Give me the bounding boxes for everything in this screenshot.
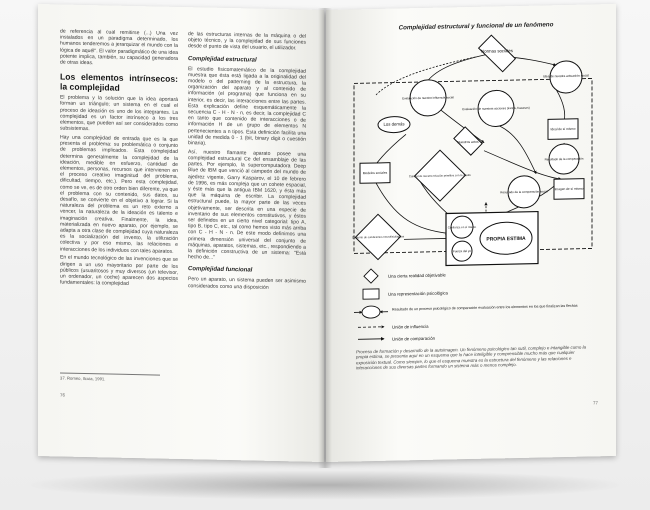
subheading-structural: Complejidad estructural	[188, 55, 257, 64]
intro-paragraph: de referencia al cual remitirse (...) Una vez instalados en un paradigma determinado, los humanos tenderemos a jerarquizar el mundo con la lógica de aquél". El valor paradigmático de una idea potente implica, también, su capacidad generadora de otras ideas.	[60, 28, 178, 67]
paragraph-functional: Pero un aparato, un sistema pueden ser asimismo considerados como una disposición	[188, 276, 306, 291]
legend-item-2: Una representación psicológica	[388, 290, 448, 297]
node-idea-label: Idea de nuestra actuación social	[543, 73, 589, 79]
node-ideal-label: Ideal de sí mismo	[550, 126, 576, 132]
page-number-right: 77	[592, 400, 598, 406]
node-nuestros-actos-label: Nuestros actos	[457, 139, 479, 145]
paragraph-0: de las estructuras internas de la máquina o del objeto técnico, y la complejidad de sus funciones desde el punto de vista del usuario, el utilizador.	[188, 31, 306, 52]
node-los-demas-label: Los demás	[383, 121, 405, 127]
legend-influence-line	[358, 327, 384, 328]
legend-item-3: Resultado de un proceso psicológico de comparación evaluación entre los elementos en los que finalizan las flechas	[392, 303, 578, 312]
subheading-functional: Complejidad funcional	[188, 266, 253, 274]
node-evaluacion-acciones-label: Evaluación de nuestras acciones (éxitos, fracasos)	[462, 105, 530, 112]
self-esteem-diagram	[336, 30, 608, 348]
node-propia-estima-label: PROPIA ESTIMA	[486, 235, 526, 243]
right-page	[326, 4, 616, 462]
section-heading: Los elementos intrínsecos: la complejidad	[60, 71, 178, 93]
figure-caption: Proceso de formación y desarrollo de la autoimagen. Un fenómeno psicológico tan sutil, complejo e intangible como la propia estima, se presenta aquí en un esquema que lo hace inteligible y comprensible mucho más que cualquier exposición textual. Como siempre, lo que el esquema muestra es la estructura del fenómeno y las relaciones e interacciones de sus diversas partes formando un sistema más o menos complejo.	[356, 344, 586, 371]
paragraph-structural-2: Así, nuestro flamante aparato posee una complejidad estructural Ce del ensamblaje de las partes. Por ejemplo, la supercomputadora Deep Blue de IBM que venció al campeón del mundo de ajedrez vigente, Garry Kasparov, el 10 de febrero de 1996, es más compleja que un cohete espacial, y éste más que la antigua IBM 1620, y ésta más que la máquina de escribir. La complejidad estructural puede, la mayor parte de las veces objetivamente, ser descrita en una especie de inventario de sus elementos constitutivos, y éstos ser definidos en un cierto nivel categorial: tipo A, tipo B, tipo C, etc., tal como hemos visto más arriba con C - H - N - n. De este modo definimos una primera dimensión universal del conjunto de máquinas, aparatos, sistemas, etc., respondiendo a la definición constructiva de un sistema: "Está hecho de..."	[188, 148, 306, 261]
node-modelos-label: Modelos sociales	[362, 170, 388, 176]
node-evaluacion-influencia-label: Evaluación de nuestra influencia social	[402, 95, 454, 101]
page-number-left: 76	[60, 392, 66, 398]
legend-comparison-line	[358, 339, 384, 340]
left-page	[38, 4, 324, 462]
legend-item-1: Una cierta realidad objetivable	[388, 272, 446, 279]
node-fuerza-label: Fuerza del yo	[452, 248, 472, 254]
paragraph-3: En el mundo tecnológico de las invenciones que se dirigen a un uso mayoritario por parte de los públicos (usuaritosos y muy diversos (un televisor, un ordenador, un coche) aparecen dos aspectos fundamentales: la complejidad	[60, 254, 178, 288]
legend	[354, 265, 578, 343]
node-imagen-label: Imagen de sí mismo	[554, 186, 584, 192]
figure-title: Complejidad estructural y funcional de un fenómeno	[398, 21, 554, 32]
node-confianza-label: Confianza en sí mismo	[447, 224, 477, 230]
legend-item-5: Unión de comparación	[392, 335, 435, 342]
paragraph-structural-1: El estudio fisicomatemático de la complejidad muestra que ésta está ligada a la originalidad del modelo o del patterning de la estructura, la organización del aparato y al contenido de información (el programa) que funciona en su interior, es decir, las interacciones entre las partes. Esta explicación define esquemáticamente la secuencia C - H - N - n, es decir, la complejidad C en tanto que contenido de interacciones o de información H de un grupo de elementos N pertenecientes a n tipos. Esta definición facilita una unidad de medida 0 - 1 (bit, binary digit o cuestión binaria).	[188, 65, 306, 147]
legend-rect	[363, 289, 379, 299]
left-column-a	[60, 28, 178, 290]
legend-diamond	[364, 269, 378, 283]
node-resultado-comparacion-label: Resultado de la comparación	[544, 156, 584, 162]
legend-item-4: Unión de influencia	[392, 323, 429, 330]
legend-ellipse	[362, 306, 380, 318]
paragraph-1: El problema y la solución que la idea aportará forman un triángulo; un sistema en el cual el proceso de ideación es uno de los integrantes. La complejidad es un factor intrínseco a los tres elementos, que pueden así ser considerados como subsistemas.	[60, 94, 178, 133]
svg-text:Normas sociales: Normas sociales	[481, 48, 513, 54]
node-calidad-label: Calidad de nuestra relación primitiva con la madre	[408, 172, 472, 179]
node-conjunto-label: Conjunto de condiciones neurofisiológicas	[351, 234, 405, 240]
book-gutter	[318, 8, 332, 468]
book-shadow	[20, 470, 630, 500]
left-column-b	[188, 31, 306, 294]
paragraph-2: Hay una complejidad de entrada que es la que presenta el problema: su problemática o conjunto de problemas implicados. Esta complejidad determina generalmente la complejidad de la ideación, medible en esfuerzo, cantidad de elementos, personas, recursos que intervienen en el proceso creativo imaginitud del problema, dificultad, tiempo, etc.). Pero esta complejidad, como se ve, es de otro orden bien diferente, ya que el problema con su contenido, sus datos, su desafío, se convierte en el objetivo a lograr. Si la naturaleza del problema es un reto externo a vencer, la naturaleza de la ideación es talento e imaginación creativa. Finalmente, la idea, materializada en nuevo aparato, por ejemplo, se adapta a otra clase de complejidad cuya naturaleza es la socialización del invento, la utilización colectiva y por eso mismo, las relaciones e interacciones de los individuos con tales aparatos.	[60, 134, 178, 255]
footnote: 37. Romeo, Ilcuia, 1991.	[60, 372, 160, 382]
node-resultado-social-label: Resultado de la comparación social	[500, 189, 548, 195]
